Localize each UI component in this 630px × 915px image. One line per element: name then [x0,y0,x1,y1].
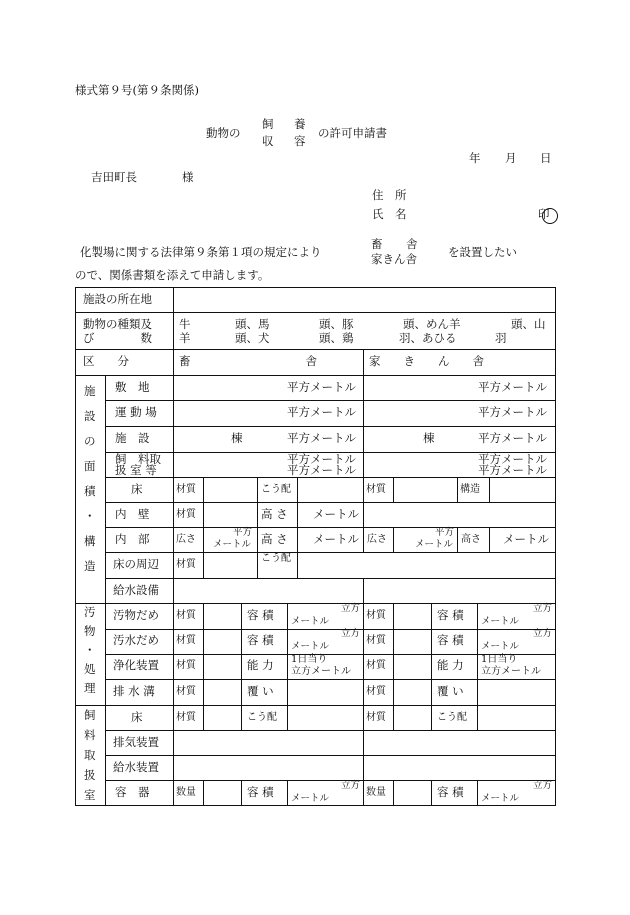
purifier-barn-material: 材質 [176,660,196,671]
row-purifier: 浄化装置 [113,658,159,672]
waste-tank-poultry-material: 材質 [366,610,386,621]
feed-floor-poultry-material: 材質 [366,712,386,723]
purifier-barn-capability: 能 力 [247,658,274,672]
container-poultry-quantity: 数量 [366,787,386,798]
body-line1-suffix: を設置したい [448,245,517,259]
date-month: 月 [505,151,517,165]
waste-tank-poultry-unit-bottom: メートル [481,616,520,627]
interior-poultry-height: 高さ [461,534,481,545]
row-sewage-tank: 汚水だめ [113,633,159,647]
floor-barn-gradient: こう配 [261,484,291,495]
sewage-tank-barn-unit-top: 立方 [341,628,361,639]
name-label: 氏 名 [372,207,407,221]
sewage-tank-barn-unit-bottom: メートル [291,641,330,652]
waste-tank-barn-unit-top: 立方 [341,603,361,614]
species-label-1: 動物の種類及 [83,317,152,331]
sewage-tank-poultry-capacity: 容 積 [437,633,464,647]
waste-tank-poultry-capacity: 容 積 [437,608,464,622]
feedroom-poultry-unit-1: 平方メートル [478,452,547,466]
row-waste-tank: 汚物だめ [113,608,159,622]
interior-poultry-area-unit-bottom: メートル [415,539,454,550]
sewage-tank-barn-capacity: 容 積 [247,633,274,647]
facility-poultry-area-unit: 平方メートル [478,431,547,445]
interior-barn-height-unit: メートル [313,532,359,546]
interior-barn-area-unit-top: 平方 [233,527,253,538]
sewage-tank-poultry-unit-top: 立方 [533,628,553,639]
column-barn: 畜 舎 [179,354,317,368]
purifier-poultry-material: 材質 [366,660,386,671]
seal-circle-icon [542,208,558,224]
waste-tank-barn-capacity: 容 積 [247,608,274,622]
interior-barn-area: 広さ [176,534,196,545]
facility-poultry-count-unit: 棟 [423,431,435,445]
title-suffix: の許可申請書 [318,126,387,140]
species-goat-end: 羊 [179,331,191,345]
sewage-tank-barn-material: 材質 [176,635,196,646]
container-poultry-unit-top: 立方 [533,780,553,791]
interior-poultry-height-unit: メートル [503,532,549,546]
feedroom-barn-unit-1: 平方メートル [287,452,356,466]
row-facility: 施 設 [115,431,150,445]
waste-tank-barn-material: 材質 [176,610,196,621]
species-pig: 頭、豚 [319,317,354,331]
group-facility-label: 施 設 の 面 積 ・ 構 造 [84,384,96,573]
sewage-tank-poultry-material: 材質 [366,635,386,646]
body-option-barn-2: 舎 [406,237,418,251]
purifier-poultry-capability: 能 力 [437,658,464,672]
interior-poultry-area: 広さ [367,534,387,545]
location-label: 施設の所在地 [83,292,152,306]
row-site: 敷 地 [115,380,150,394]
floor-surround-material: 材質 [176,559,196,570]
waste-tank-poultry-unit-top: 立方 [533,603,553,614]
container-barn-unit-bottom: メートル [291,793,330,804]
species-dog: 頭、犬 [235,331,270,345]
row-drain: 排 水 溝 [113,684,155,698]
yard-poultry-unit: 平方メートル [478,405,547,419]
row-inner-wall: 内 壁 [115,507,150,521]
drain-poultry-material: 材質 [366,686,386,697]
inner-wall-height-label: 高 さ [261,507,288,521]
division-label: 区 分 [83,354,129,368]
container-barn-quantity: 数量 [176,787,196,798]
species-cattle: 牛 [179,317,191,331]
drain-barn-cover: 覆 い [247,684,274,698]
row-feed-water: 給水装置 [113,760,159,774]
title-option-hold-1: 収 [262,134,274,148]
addressee-honorific: 様 [182,170,194,184]
waste-tank-barn-unit-bottom: メートル [291,616,330,627]
row-container: 容 器 [115,785,150,799]
interior-barn-height: 高 さ [261,532,288,546]
body-line1-prefix: 化製場に関する法律第９条第１項の規定により [80,245,322,259]
drain-barn-material: 材質 [176,686,196,697]
floor-surround-gradient: こう配 [261,553,291,564]
facility-barn-count-unit: 棟 [231,431,243,445]
inner-wall-material: 材質 [176,509,196,520]
floor-barn-material: 材質 [176,484,196,495]
body-option-poultry-house: 家きん舎 [371,252,417,266]
date-year: 年 [469,151,481,165]
container-barn-capacity: 容 積 [247,785,274,799]
title-option-hold-2: 容 [294,134,306,148]
seal-label: 印 [538,207,550,221]
species-horse: 頭、馬 [235,317,270,331]
column-poultry-house: 家 き ん 舎 [369,354,484,368]
site-barn-unit: 平方メートル [287,380,356,394]
feedroom-poultry-unit-2: 平方メートル [478,463,547,477]
date-day: 日 [540,151,552,165]
interior-poultry-area-unit-top: 平方 [435,527,455,538]
purifier-barn-unit-1: 1日当り [291,654,328,665]
title-option-feed-2: 養 [294,117,306,131]
container-barn-unit-top: 立方 [341,780,361,791]
feed-floor-poultry-gradient: こう配 [437,712,467,723]
purifier-barn-unit-2: 立方メートル [291,666,351,677]
facility-barn-area-unit: 平方メートル [287,431,356,445]
sewage-tank-poultry-unit-bottom: メートル [481,641,520,652]
row-water-supply: 給水設備 [113,583,159,597]
title-option-feed-1: 飼 [262,117,274,131]
inner-wall-height-unit: メートル [313,507,359,521]
title-prefix: 動物の [206,126,241,140]
row-feedroom-2: 扱 室 等 [115,463,157,477]
feedroom-barn-unit-2: 平方メートル [287,463,356,477]
floor-poultry-material: 材質 [366,484,386,495]
species-sheep: 頭、めん羊 [403,317,461,331]
drain-poultry-cover: 覆 い [437,684,464,698]
feed-floor-barn-material: 材質 [176,712,196,723]
site-poultry-unit: 平方メートル [478,380,547,394]
species-label-2: び 数 [83,331,152,345]
address-label: 住 所 [372,188,407,202]
group-waste-label: 汚 物 ・ 処 理 [84,605,96,695]
form-number: 様式第９号(第９条関係) [75,83,199,97]
interior-barn-area-unit-bottom: メートル [213,539,252,550]
feed-floor-barn-gradient: こう配 [247,712,277,723]
species-goat-start: 頭、山 [511,317,546,331]
purifier-poultry-unit-1: 1日当り [481,654,518,665]
container-poultry-capacity: 容 積 [437,785,464,799]
addressee-name: 吉田町長 [91,170,137,184]
body-option-barn-1: 畜 [371,237,383,251]
row-exhaust: 排気装置 [113,735,159,749]
group-feed-room-label: 飼 料 取 扱 室 [84,708,96,802]
row-feedroom-1: 飼 料取 [115,452,161,466]
species-duck-unit: 羽 [495,331,507,345]
body-line2: ので、関係書類を添えて申請します。 [75,268,270,282]
species-duck: 羽、あひる [399,331,457,345]
container-poultry-unit-bottom: メートル [481,793,520,804]
row-floor: 床 [131,482,143,496]
yard-barn-unit: 平方メートル [287,405,356,419]
row-yard: 運 動 場 [115,405,157,419]
row-floor-surround: 床の周辺 [113,557,159,571]
row-feed-floor: 床 [131,710,143,724]
species-chicken: 頭、鶏 [319,331,354,345]
row-interior: 内 部 [115,532,150,546]
floor-poultry-structure: 構造 [460,484,480,495]
purifier-poultry-unit-2: 立方メートル [481,666,541,677]
application-table [75,287,555,805]
